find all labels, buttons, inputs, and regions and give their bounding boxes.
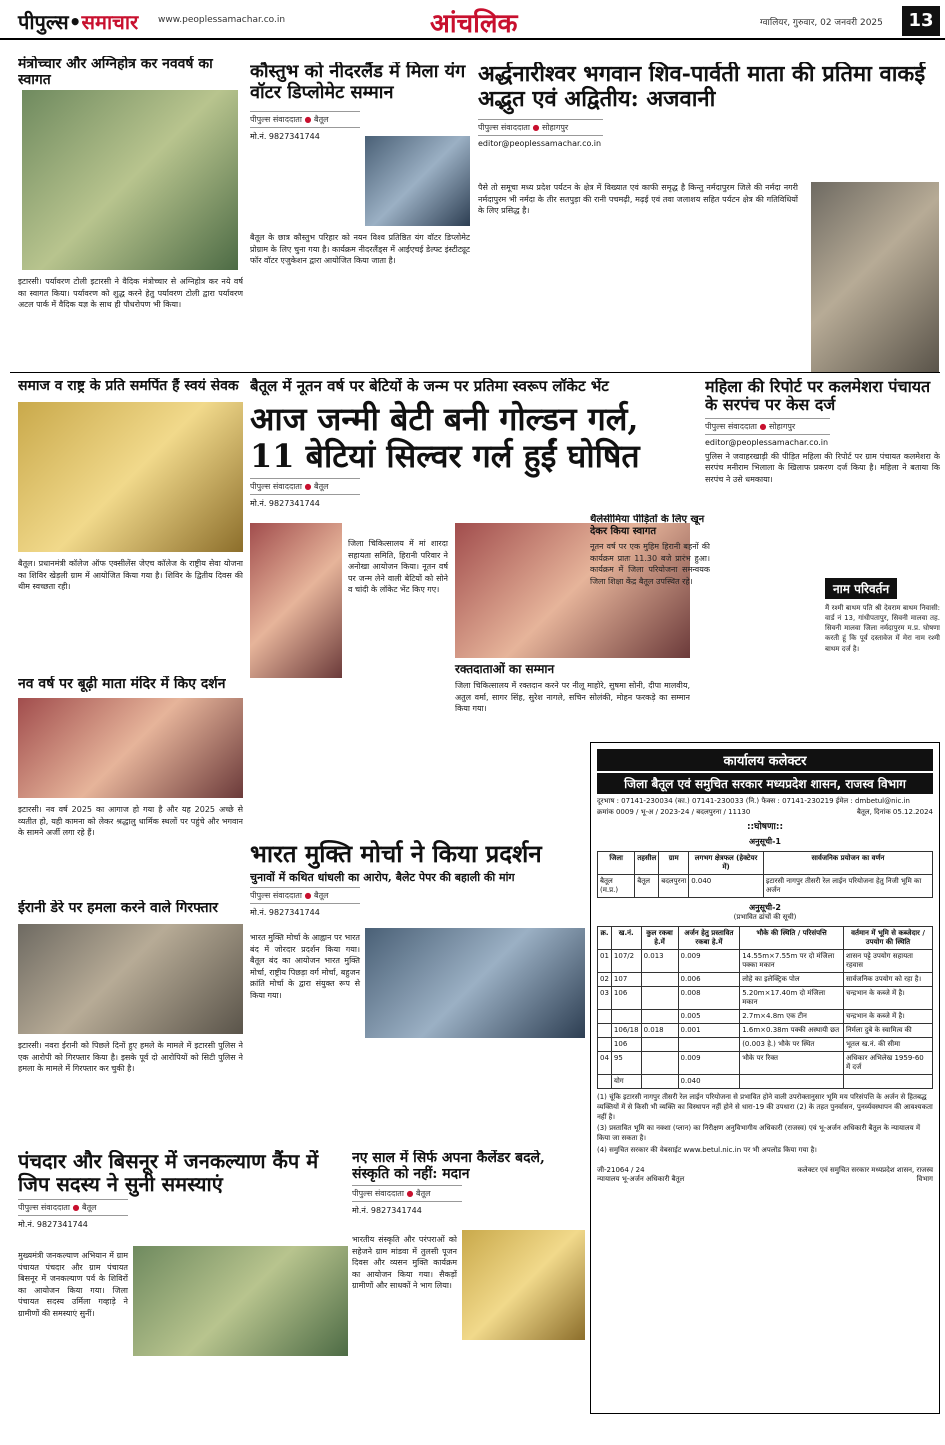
- phone-number: मो.नं. 9827341744: [250, 132, 320, 142]
- collector-notice: [590, 742, 940, 1414]
- story-photo: [462, 1230, 585, 1340]
- byline: पीपुल्स संवाददाता ● सोहागपुर: [705, 418, 830, 435]
- table-row: 02 107 0.006 लोहे का इलेक्ट्रिक पोल सार्वजनिक उपयोग को रहा है।: [598, 973, 933, 987]
- edition-date: ग्वालियर, गुरुवार, 02 जनवरी 2025: [760, 18, 883, 28]
- notice-ref: क्रमांक 0009 / भू-अ / 2023-24 / बदलपुरना / 11130: [597, 808, 751, 816]
- story-headline: कौस्तुभ को नीदरलैंड में मिला यंग वॉटर डिप्लोमेट सम्मान: [250, 62, 466, 103]
- story-headline: अर्द्धनारीश्वर भगवान शिव-पार्वती माता की प्रतिमा वाकई अद्भुत एवं अद्वितीय: अजवानी: [478, 62, 926, 113]
- story-panchdar-camp: [18, 1150, 348, 1420]
- notice-sign-left: जी-21064 / 24 न्यायालय भू-अर्जन अधिकारी बैतूल: [597, 1165, 685, 1183]
- phone-number: मो.नं. 9827341744: [352, 1206, 422, 1216]
- story-photo: [365, 136, 470, 226]
- table-row: बैतूल (म.प्र.) बैतूल बदलपुरना 0.040 इटारसी नागपुर तीसरी रेल लाईन परियोजना हेतु निजी भूमि का अर्जन: [598, 875, 933, 898]
- notice-date: बैतूल, दिनांक 05.12.2024: [856, 808, 933, 816]
- story-photo: [18, 698, 243, 798]
- story-irani-dera: [18, 900, 243, 1130]
- byline: पीपुल्स संवाददाता ● बैतूल: [250, 887, 360, 904]
- notice-body: मैं रश्मी बाथम पति श्री देवराम बाथम निवासी: वार्ड नं 13, गांधीपतापुर, सिवनी मालवा तह. सिवनी मालवा जिला नर्मदापुरम म.प्र. घोषणा करती हूं कि पूर्व दस्तावेज में मेरा नाम रश्मी बाथम दर्ज है।: [825, 604, 940, 653]
- story-bharat-mukti: [250, 840, 585, 1130]
- story-body: भारतीय संस्कृति और परंपराओं को सहेजने ग्राम मांडवा में तुलसी पूजन दिवस और व्यसन मुक्ति कार्यक्रम का आयोजन किया गया। सैकड़ों ग्रामीणों और साधकों ने भाग लिया।: [352, 1235, 457, 1291]
- story-nss-camp: [18, 378, 243, 668]
- story-headline: नए साल में सिर्फ अपना कैलेंडर बदले, संस्कृति को नहीं: मदान: [352, 1150, 545, 1183]
- story-photo: [133, 1246, 348, 1356]
- notice-note-3: (4) समुचित सरकार की वेबसाईट www.betul.nic.in पर भी अपलोड किया गया है।: [597, 1145, 817, 1154]
- byline: पीपुल्स संवाददाता ● बैतूल: [250, 478, 360, 495]
- byline: पीपुल्स संवाददाता ● बैतूल: [18, 1199, 128, 1216]
- notice-title: कार्यालय कलेक्टर: [597, 749, 933, 771]
- notice-note-1: (1) चूंकि इटारसी नागपुर तीसरी रेल लाईन परियोजना से प्रभावित होने वाली उपरोक्तानुसार भूमि मय परिसंपत्ति के अर्जन से हितबद्ध व्यक्तियों में से किसी भी व्यक्ति का विस्थापन नहीं होने से धारा-19 की उपधारा (2) के तहत पुनर्वासन, पुनर्व्यवस्थापन की आवश्यकता नहीं है।: [597, 1093, 933, 1121]
- story-headline: मंत्रोच्चार और अग्निहोत्र कर नववर्ष का स्वागत: [18, 56, 213, 89]
- sculpture-photo: [811, 182, 939, 372]
- section-title: आंचलिक: [430, 9, 518, 39]
- story-headline: महिला की रिपोर्ट पर कलमेशरा पंचायत के सरपंच पर केस दर्ज: [705, 378, 931, 415]
- story-photo: [365, 928, 585, 1038]
- notice-note-2: (3) प्रस्तावित भूमि का नक्शा (प्लान) का निरीक्षण अनुविभागीय अधिकारी (राजस्व) एवं भू-अर्जन अधिकारी बैतूल के न्यायालय में किया जा सकता है।: [597, 1124, 921, 1143]
- story-body: बैतूल के छात्र कौस्तुभ परिहार को नयन विश्व प्रतिष्ठित यंग वॉटर डिप्लोमेट प्रोग्राम के लिए चुना गया है। कार्यक्रम नीदरलैंड्स में आईएचई डेल्फ्ट इंस्टीट्यूट फॉर वॉटर एजुकेशन द्वारा आयोजित किया जाता है।: [250, 233, 470, 266]
- website-url[interactable]: www.peoplessamachar.co.in: [158, 15, 286, 25]
- name-change-notice: [825, 578, 940, 738]
- story-headline: समाज व राष्ट्र के प्रति समर्पित हैं स्वयं सेवक: [18, 378, 239, 394]
- story-body: इटारसी। नव वर्ष 2025 का आगाज हो गया है और यह 2025 अच्छे से व्यतीत हो, यही कामना को लेकर श्रद्धालु धार्मिक स्थलों पर पहुंचे और भगवान के सामने अर्जी लगा रहे हैं।: [18, 805, 243, 838]
- table-row: 106/18 0.018 0.001 1.6m×0.38m पक्की अस्थायी छत निर्मला दुबे के स्वामित्व की: [598, 1024, 933, 1038]
- story-body: इटारसी। नवरा ईरानी को पिछले दिनों हुए हमले के मामले में इटारसी पुलिस ने एक आरोपी को गिरफ्तार किया है। इसके पूर्व दो आरोपियों को सिटी पुलिस ने हमला के मामले में गिरफ्तार कर चुकी है।: [18, 1041, 243, 1074]
- page-number: 13: [902, 6, 940, 36]
- byline: पीपुल्स संवाददाता ● बैतूल: [352, 1185, 462, 1202]
- table-row: 106 (0.003 हे.) भौके पर स्थित भूतल ख.नं. की सीमा: [598, 1038, 933, 1052]
- sub-body: जिला चिकित्सालय में रक्तदान करने पर नीलू माहोरे, सुषमा सोनी, दीपा मालवीय, अतुल वर्मा, सागर सिंह, सुरेश नागले, सचिन सोलंकी, मोहन फरकड़े का सम्मान किया गया।: [455, 681, 690, 714]
- newspaper-logo[interactable]: पीपुल्स•समाचार: [18, 10, 139, 34]
- story-body: जिला चिकित्सालय में मां शारदा सहायता समिति, हिरानी परिवार ने अनोखा आयोजन किया। नूतन वर्ष पर जन्म लेने वाली बेटियों को सोने व चांदी के लॉकेट भेंट किए गए।: [348, 539, 448, 595]
- notice-headline: नाम परिवर्तन: [825, 578, 897, 599]
- notice-contact: दूरभाष : 07141-230034 (का.) 07141-230033 (नि.) फैक्स : 07141-230219 ईमेल : dmbetul@nic.in: [597, 797, 910, 805]
- email[interactable]: editor@peoplessamachar.co.in: [705, 437, 829, 447]
- notice-sign-right: कलेक्टर एवं समुचित सरकार मध्यप्रदेश शासन, राजस्व विभाग: [797, 1165, 933, 1183]
- table-row: 01 107/2 0.013 0.009 14.55m×7.55m पर दो मंजिला पक्का मकान शासन पट्टे उपयोग सहायता रहवास: [598, 950, 933, 973]
- story-photo: [18, 402, 243, 552]
- phone-number: मो.नं. 9827341744: [250, 498, 320, 508]
- logo-accent: समाचार: [81, 10, 139, 34]
- notice-subtitle: जिला बैतूल एवं समुचित सरकार मध्यप्रदेश शासन, राजस्व विभाग: [597, 773, 933, 794]
- story-body: बैतूल। प्रधानमंत्री कॉलेज ऑफ एक्सीलेंस जेएच कॉलेज के राष्ट्रीय सेवा योजना का शिविर खेड़ली ग्राम में आयोजित किया गया है। शिविर के द्वितीय दिवस की थीम स्वच्छता रही।: [18, 559, 243, 592]
- story-headline: ईरानी डेरे पर हमला करने वाले गिरफ्तार: [18, 900, 218, 916]
- story-body: नूतन वर्ष पर एक मुहिम हिरानी बहनों की कार्यक्रम प्रातः 11.30 बजे प्रारंभ हुआ। कार्यक्रम में जिला परियोजना समन्वयक जिला शिक्षा केंद्र बैतूल उपस्थित रहे।: [590, 542, 710, 586]
- logo-main: पीपुल्स: [18, 10, 69, 34]
- email[interactable]: editor@peoplessamachar.co.in: [478, 138, 602, 148]
- story-body: मुख्यमंत्री जनकल्याण अभियान में ग्राम पंचायत पंचदार और ग्राम पंचायत बिसनूर में जनकल्याण पर्व के शिविरों का आयोजन किया गया। जिला पंचायत सदस्य उर्मिला गव्हाड़े ने ग्रामीणों की समस्याएं सुनीं।: [18, 1251, 128, 1318]
- story-body: भारत मुक्ति मोर्चा के आह्वान पर भारत बंद में जोरदार प्रदर्शन किया गया। बैतूल बंद का आयोजन भारत मुक्ति मोर्चा, राष्ट्रीय पिछड़ा वर्ग मोर्चा, बहुजन क्रांति मोर्चा के द्वारा संयुक्त रूप से किया गया।: [250, 933, 360, 1000]
- story-budhi-mata: [18, 676, 243, 866]
- story-kicker: बैतूल में नूतन वर्ष पर बेटियों के जन्म पर प्रतिमा स्वरूप लॉकेट भेंट: [250, 378, 609, 395]
- masthead: [0, 0, 945, 40]
- story-agnihotra: [18, 56, 243, 366]
- byline: पीपुल्स संवाददाता ● बैतूल: [250, 111, 360, 128]
- story-headline: भारत मुक्ति मोर्चा ने किया प्रदर्शन: [250, 840, 542, 868]
- notice-declaration: ::घोषणा::: [746, 822, 784, 832]
- schedule2-title: अनुसूची-2: [749, 903, 781, 912]
- schedule1-table: जिला तहसील ग्राम लगभग क्षेत्रफल (हेक्टेयर में) सार्वजनिक प्रयोजन का वर्णन बैतूल (म.प्र.) बैतूल बदलपुरना 0.040 इटारसी नागपुर तीसरी रेल लाईन परियोजना हेतु निजी भूमि का अर्जन: [597, 851, 933, 898]
- story-body: पैसे तो समूचा मध्य प्रदेश पर्यटन के क्षेत्र में विख्यात एवं काफी समृद्ध है किन्तु नर्मदापुरम जिले की नर्मदा नगरी नर्मदापुरम भी नर्मदा के तीर सतपुड़ा की रानी पचमढ़ी, मढ़ई एवं तवा जलाशय सहित पर्यटन क्षेत्र की गतिविधियों के लिए प्रसिद्ध है।: [478, 183, 798, 216]
- story-photo: [250, 523, 342, 678]
- story-ardhnarishwar: [478, 62, 940, 372]
- table-row-total: योग 0.040: [598, 1075, 933, 1089]
- schedule2-table: क्र. ख.नं. कुल रकबा हे.में अर्जन हेतु प्रस्तावित रकबा हे.में भौके की स्थिति / परिसंपत्ति वर्तमान में भूमि से कब्जेदार / उपयोग की स्थिति 01 107/2 0.013 0.009 14.55m×7.55m पर दो मंजिला पक्का मकान शासन पट्टे उपयोग सहायता रहवास 02 107 0.006 लोहे का इलेक्ट्रिक पोल सार्वजनिक उपयोग को रहा है। 03 106 0.008 5.20m×17.40m दो मंजिला मकान चन्द्रभान के कब्जे में है। 0.005 2.7m×4.8m एक टीन चन्द्रभान के कब्जे में है। 106/18 0.018 0.001 1.6m×0.38m पक्की अस्थायी छत निर्मला दुबे के स्वामित्व की 106 (0.003 हे.) भौके पर स्थित भूतल ख.नं. की सीमा 04 95 0.009 भौके पर रिक्त अधिकार अभिलेख 1959-60 में दर्ज योग 0.040: [597, 926, 933, 1089]
- story-kaustubh: [250, 62, 470, 372]
- story-madan: [352, 1150, 585, 1420]
- schedule1-title: अनुसूची-1: [749, 837, 781, 846]
- story-thalassemia: [590, 514, 710, 734]
- schedule2-subtitle: (प्रभावित ढांचों की सूची): [733, 913, 797, 921]
- phone-number: मो.नं. 9827341744: [250, 908, 320, 918]
- story-headline: पंचदार और बिसनूर में जनकल्याण कैंप में जिप सदस्य ने सुनी समस्याएं: [18, 1150, 319, 1196]
- story-headline: आज जन्मी बेटी बनी गोल्डन गर्ल, 11 बेटियां सिल्वर गर्ल हुईं घोषित: [250, 400, 640, 476]
- table-row: 04 95 0.009 भौके पर रिक्त अधिकार अभिलेख 1959-60 में दर्ज: [598, 1052, 933, 1075]
- story-body: पुलिस ने जवाहरखाड़ी की पीड़ित महिला की रिपोर्ट पर ग्राम पंचायत कलमेशरा के सरपंच मनीराम भिलाला के खिलाफ प्रकरण दर्ज किया है। महिला ने बताया कि सरपंच ने उसे धमकाया।: [705, 451, 940, 484]
- table-row: 03 106 0.008 5.20m×17.40m दो मंजिला मकान चन्द्रभान के कब्जे में है।: [598, 987, 933, 1010]
- story-photo: [22, 90, 238, 270]
- story-headline: नव वर्ष पर बूढ़ी माता मंदिर में किए दर्शन: [18, 676, 226, 692]
- phone-number: मो.नं. 9827341744: [18, 1220, 88, 1229]
- story-body: इटारसी। पर्यावरण टोली इटारसी ने वैदिक मंत्रोच्चार से अग्निहोत्र कर नये वर्ष का स्वागत किया। पर्यावरण को शुद्ध करने हेतु पर्यावरण टोली द्वारा पर्यावरण अटल पार्क में वैदिक यज्ञ के साथ ही पौधरोपण भी किया।: [18, 277, 243, 310]
- story-photo: [18, 924, 243, 1034]
- story-deck: चुनावों में कथित धांधली का आरोप, बैलेट पेपर की बहाली की मांग: [250, 870, 515, 884]
- table-row: 0.005 2.7m×4.8m एक टीन चन्द्रभान के कब्जे में है।: [598, 1010, 933, 1024]
- story-sarpanch-case: [705, 378, 940, 578]
- byline: पीपुल्स संवाददाता ● सोहागपुर: [478, 119, 603, 136]
- story-headline: थैलेसीमिया पीड़ितों के लिए खून देकर किया स्वागत: [590, 514, 705, 537]
- sub-headline: रक्तदाताओं का सम्मान: [455, 662, 555, 676]
